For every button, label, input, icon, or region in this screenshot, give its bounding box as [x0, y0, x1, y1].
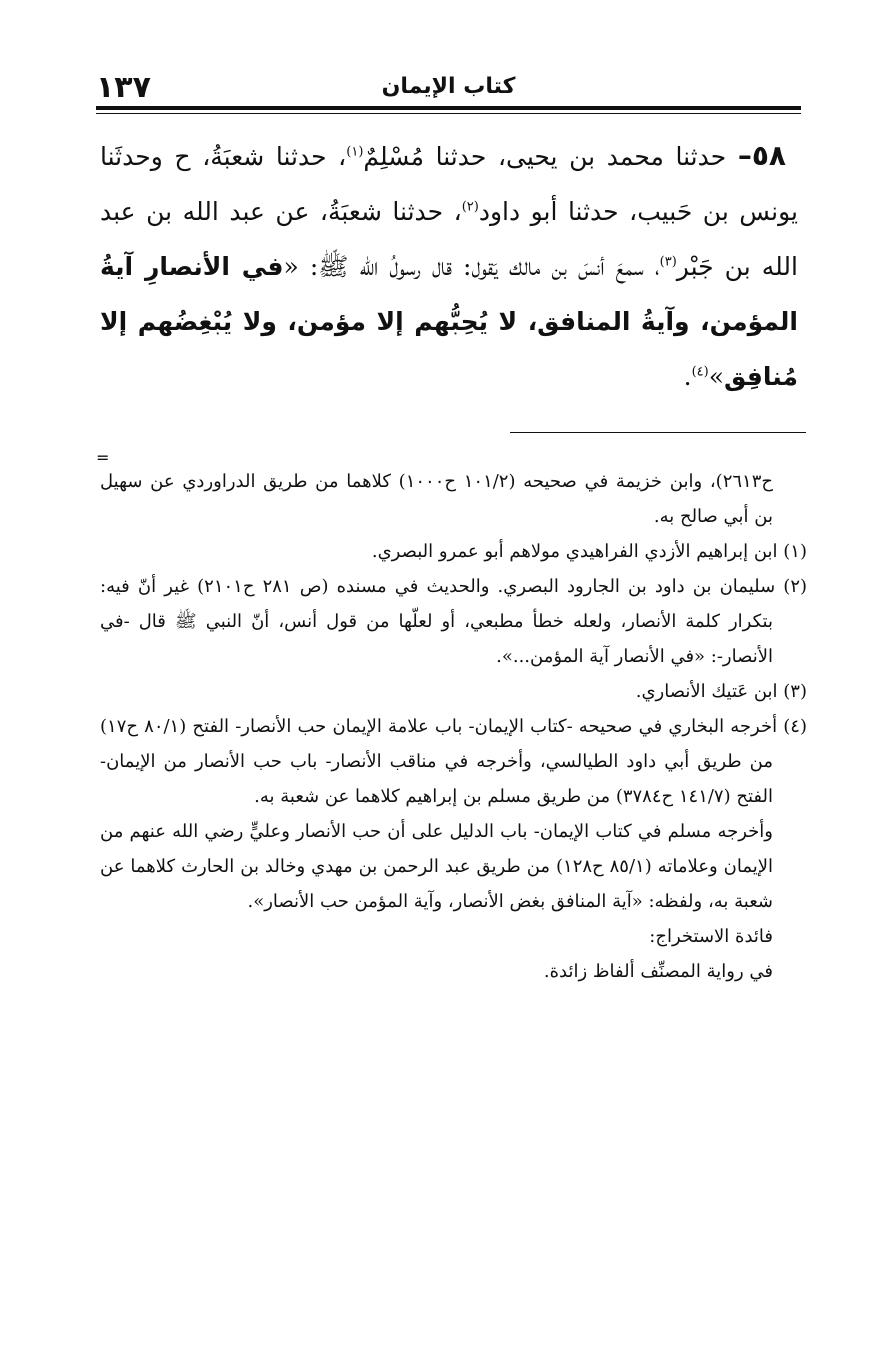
footnote-2: (٢) سليمان بن داود بن الجارود البصري. والحديث في مسنده (ص ٢٨١ ح٢١٠١) غير أنّ فيه: بتكرار كلمة الأنصار، ولعله خطأ مطبعي، أو لعلّها من قول أنس، أنّ النبي ﷺ قال -في الأنصار-: «في الأنصار آية المؤمن...».: [100, 576, 808, 667]
footnote-continuation: ح٢٦١٣)، وابن خزيمة في صحيحه (١٠١/٢ ح١٠٠٠) كلاهما من طريق الدراوردي عن سهيل بن أبي صالح به.: [100, 471, 774, 527]
book-title: كتاب الإيمان: [381, 74, 516, 99]
page-number: ١٣٧: [96, 70, 151, 105]
footnote-ref-3[interactable]: (٣): [659, 254, 677, 270]
hadith-paragraph: [100, 128, 798, 404]
footnote-1: (١) ابن إبراهيم الأزدي الفراهيدي مولاهم أبو عمرو البصري.: [371, 541, 807, 562]
footnote-separator: [510, 432, 806, 433]
hadith-number: ٥٨–: [737, 139, 786, 172]
header-rule-thin: [96, 113, 801, 114]
footnote-ref-2[interactable]: (٢): [461, 199, 479, 215]
chain-text-2c: ، سمعَ أنسَ بن مالك يَقول: قال رسولُ الله ﷺ: «: [283, 252, 660, 281]
hadith-end: .: [683, 362, 692, 391]
page-header: [96, 70, 801, 106]
quote-close: »: [708, 362, 725, 391]
header-rule-thick: [96, 106, 801, 110]
chain-text-1b: ، حدثنا شعبَةُ، ح: [174, 142, 347, 171]
chain-text-1: حدثنا محمد بن يحيى، حدثنا مُسْلِمٌ: [363, 142, 738, 171]
benefit-title: فائدة الاستخراج:: [649, 926, 773, 947]
continuation-mark: =: [96, 448, 110, 467]
footnote-4: (٤) أخرجه البخاري في صحيحه -كتاب الإيمان- باب علامة الإيمان حب الأنصار- الفتح (٨٠/١ ح١٧) من طريق أبي داود الطيالسي، وأخرجه في مناقب الأنصار- باب حب الأنصار من الإيمان- الفتح (١٤١/٧ ح٣٧٨٤) من طريق مسلم بن إبراهيم كلاهما عن شعبة به.: [100, 716, 807, 807]
footnote-ref-1[interactable]: (١): [346, 144, 364, 160]
prophet-quote: في الأنصارِ آيةُ المؤمن، وآيةُ المنافق، لا يُحِبُّهم إلا مؤمن، ولا يُبْغِضُهم إلا مُنافِق: [100, 252, 798, 391]
footnote-3: (٣) ابن عَتيك الأنصاري.: [635, 681, 807, 702]
footnote-4-muslim: وأخرجه مسلم في كتاب الإيمان- باب الدليل على أن حب الأنصار وعليٍّ رضي الله عنهم من الإيمان وعلاماته (٨٥/١ ح١٢٨) من طريق عبد الرحمن بن مهدي وخالد بن الحارث كلاهما عن شعبة به، ولفظه: «آية المنافق بغض الأنصار، وآية المؤمن حب الأنصار».: [100, 821, 774, 912]
hadith-body: [100, 128, 798, 404]
footnotes: [100, 464, 807, 989]
benefit-text: في رواية المصنِّف ألفاظ زائدة.: [543, 961, 773, 982]
footnote-ref-4[interactable]: (٤): [691, 364, 709, 380]
chain-text-2: وحدثَنا يونس بن حَبيب، حدثنا أبو داود: [100, 142, 799, 226]
chain-text-2b: ، حدثنا شعبَةُ، عن عبد الله بن عبد الله بن جَبْر: [100, 197, 798, 281]
